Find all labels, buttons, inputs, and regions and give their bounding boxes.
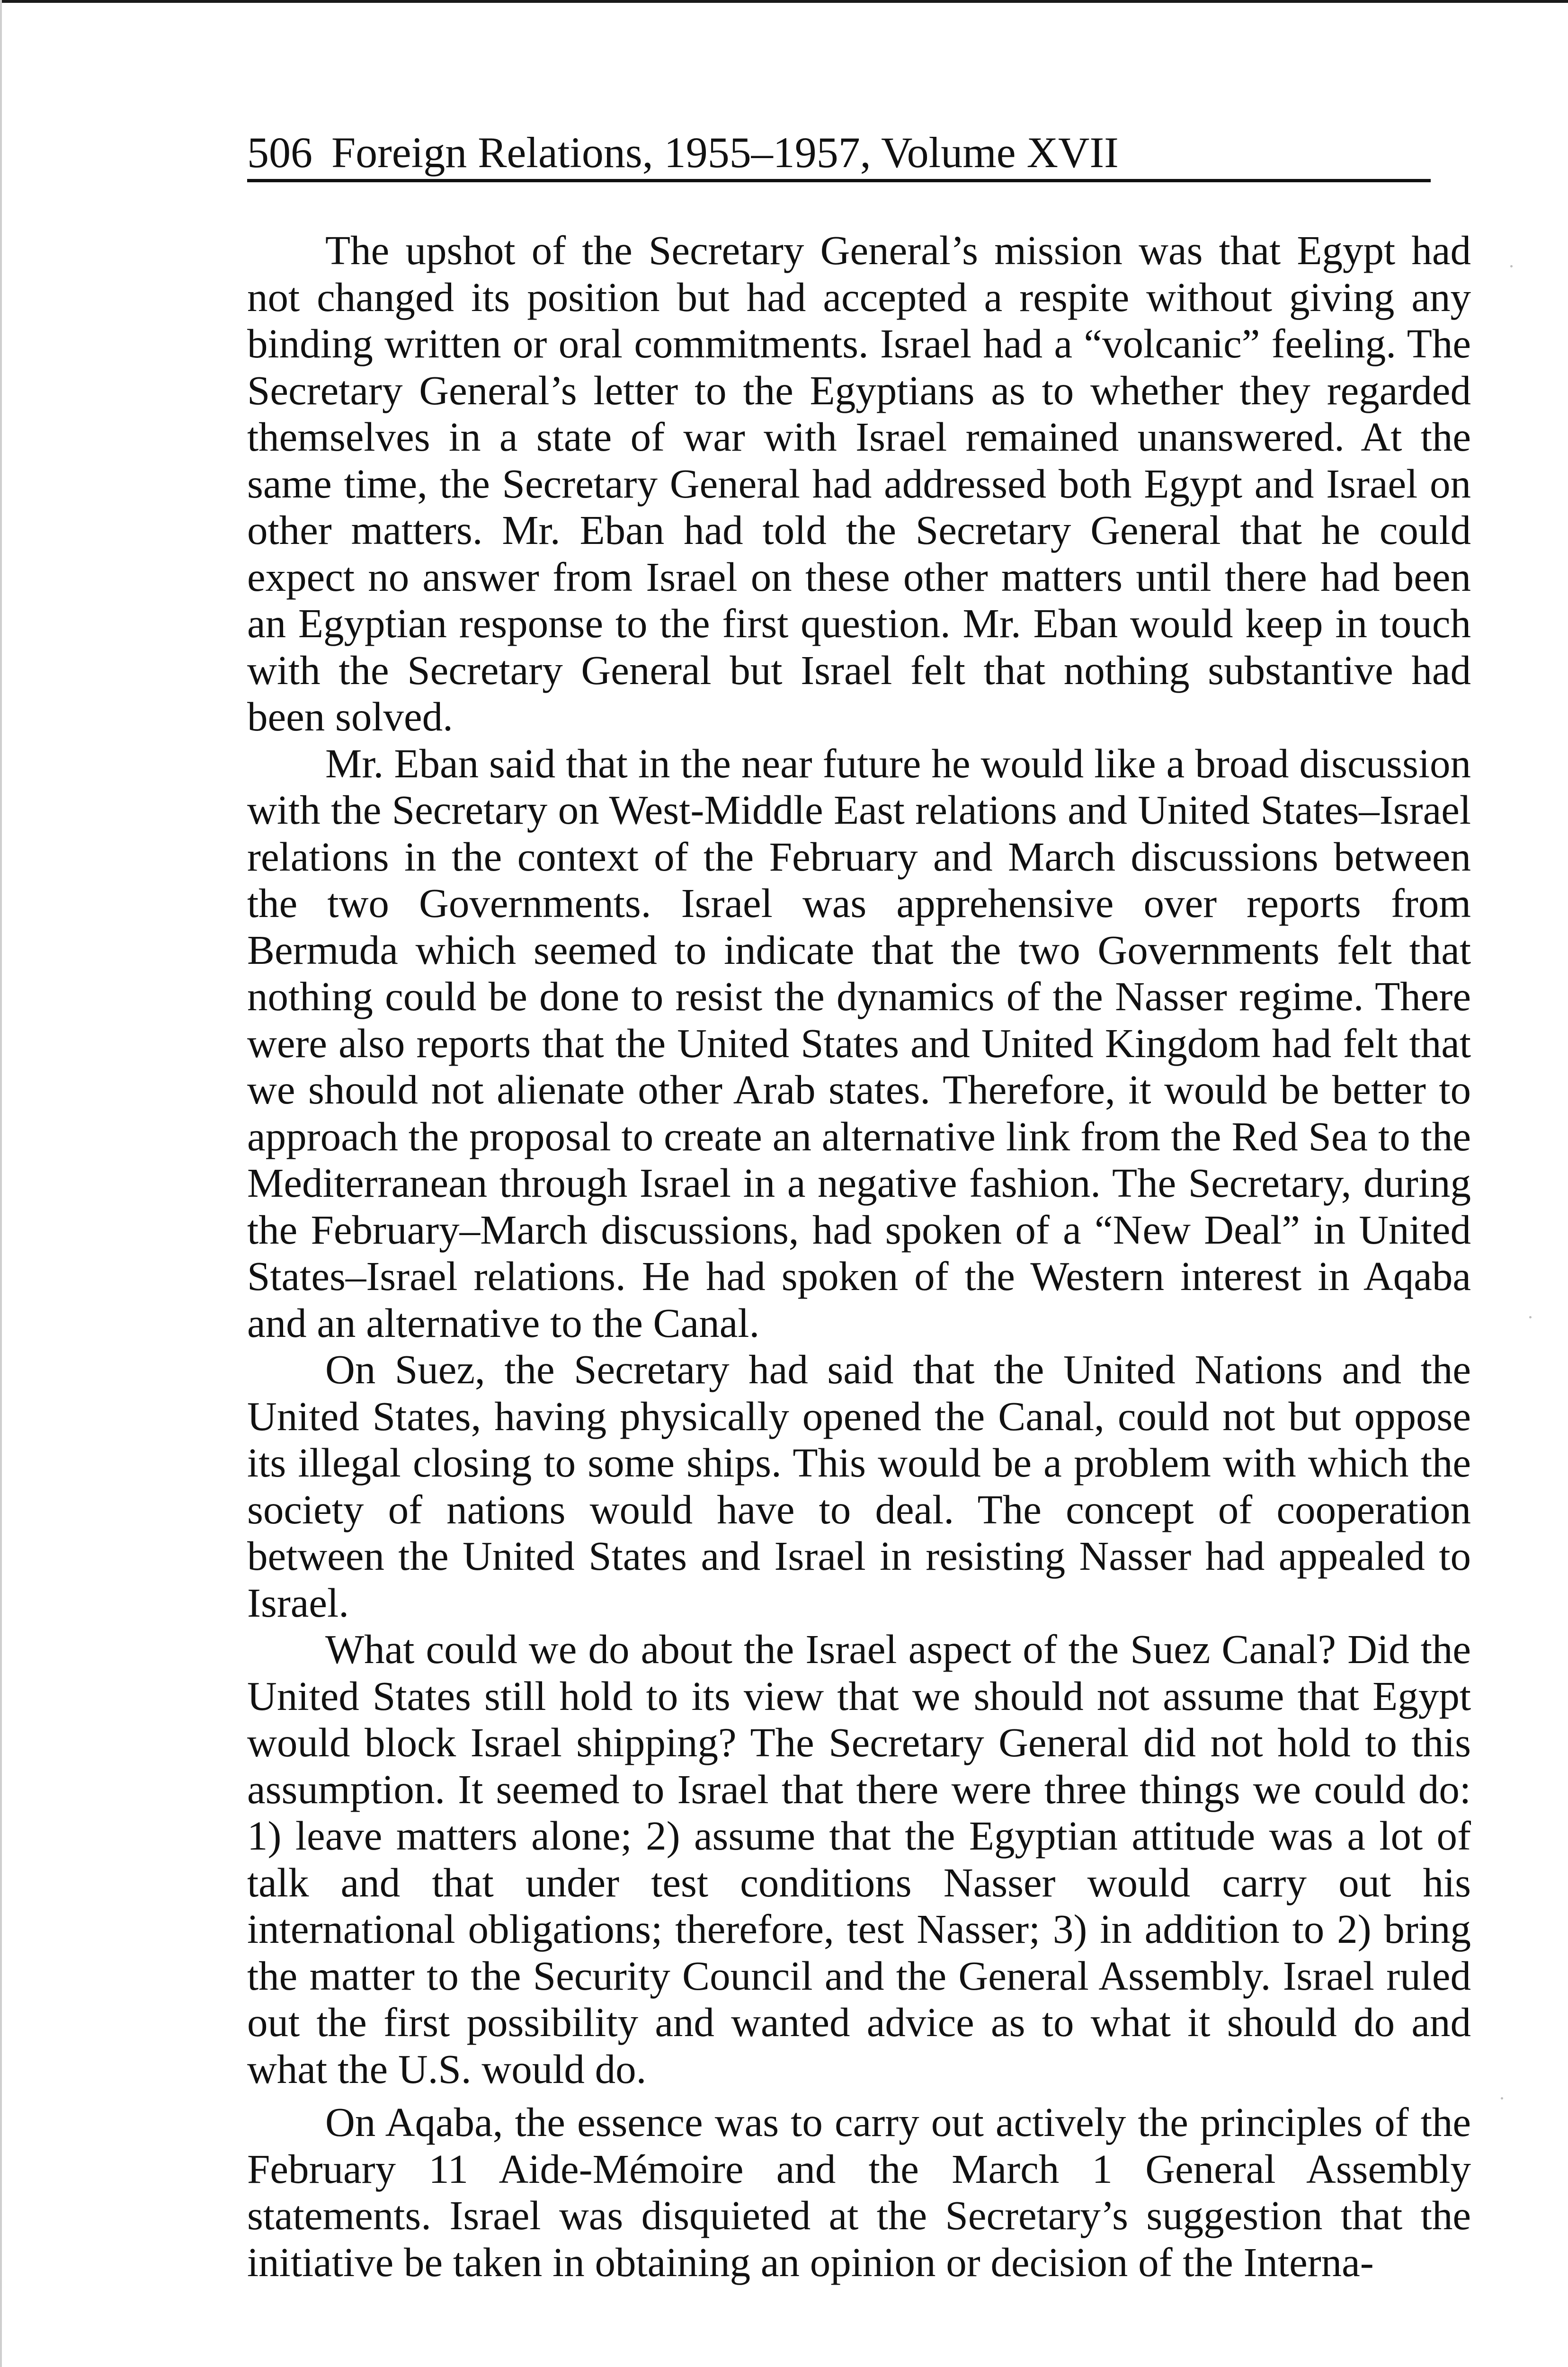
paragraph: The upshot of the Secretary General’s mission was that Egypt had not changed its position but had accepted a respite without giving any binding written or oral commitments. Israel had a “volcanic” feeling. The Secretary General’s letter to the Egyptians as to whether they regarded themselves in a state of war with Israel remained unanswered. At the same time, the Secretary General had addressed both Egypt and Israel on other matters. Mr. Eban had told the Secretary General that he could expect no answer from Israel on these other matters until there had been an Egyptian response to the first question. Mr. Eban would keep in touch with the Secretary General but Israel felt that nothing substantive had been solved. — [247, 227, 1471, 739]
running-header — [247, 127, 1431, 182]
paragraph: On Suez, the Secretary had said that the United Nations and the United States, having physically opened the Canal, could not but oppose its illegal closing to some ships. This would be a problem with which the society of nations would have to deal. The concept of cooperation between the United States and Israel in resisting Nasser had appealed to Israel. — [247, 1346, 1471, 1626]
scan-speck — [1501, 2097, 1503, 2100]
paragraph: What could we do about the Israel aspect of the Suez Canal? Did the United States still hold to its view that we should not assume that Egypt would block Israel shipping? The Secretary General did not hold to this assumption. It seemed to Israel that there were three things we could do: 1) leave matters alone; 2) assume that the Egyptian attitude was a lot of talk and that under test conditions Nasser would carry out his international obligations; therefore, test Nasser; 3) in addition to 2) bring the matter to the Security Council and the General Assembly. Israel ruled out the first possibility and wanted advice as to what it should do and what the U.S. would do. — [247, 1626, 1471, 2092]
body-text — [247, 227, 1471, 2286]
paragraph: Mr. Eban said that in the near future he would like a broad discussion with the Secretary on West-Middle East relations and United States–Israel relations in the context of the February and March discussions between the two Governments. Israel was apprehensive over reports from Bermuda which seemed to indicate that the two Governments felt that nothing could be done to resist the dynamics of the Nasser regime. There were also reports that the United States and United Kingdom had felt that we should not alienate other Arab states. Therefore, it would be better to approach the proposal to create an alternative link from the Red Sea to the Mediterranean through Israel in a negative fashion. The Secretary, during the February–March discussions, had spoken of a “New Deal” in United States–Israel relations. He had spoken of the Western interest in Aqaba and an alternative to the Canal. — [247, 740, 1471, 1346]
scan-speck — [1510, 265, 1513, 267]
page-number: 506 — [247, 128, 312, 177]
running-title: Foreign Relations, 1955–1957, Volume XVII — [331, 128, 1119, 177]
paragraph: On Aqaba, the essence was to carry out actively the principles of the February 11 Aide-Mémoire and the March 1 General Assembly statements. Israel was disquieted at the Secretary’s suggestion that the initiative be taken in obtaining an opinion or decision of the Interna- — [247, 2099, 1471, 2285]
scan-speck — [1529, 1316, 1532, 1318]
top-edge-rule — [0, 0, 1568, 3]
left-edge-shadow — [0, 0, 2, 2367]
